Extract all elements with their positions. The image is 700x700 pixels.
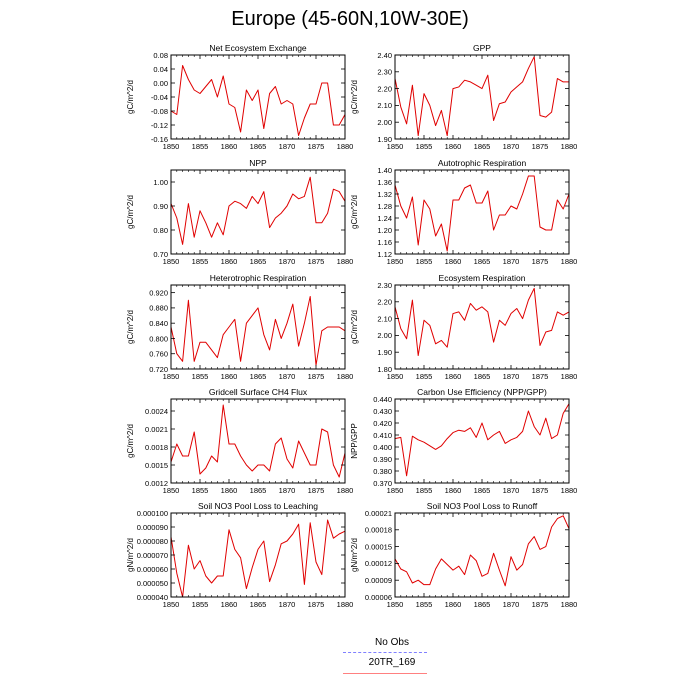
series-line [395,516,569,586]
y-tick-label: 0.000100 [136,508,168,518]
x-tick-label: 1855 [191,142,209,151]
y-tick-label: 1.28 [377,201,392,211]
plot-frame [395,513,569,597]
x-tick-label: 1875 [307,486,325,495]
y-tick-label: 0.80 [153,225,168,235]
y-tick-label: 1.32 [377,189,392,199]
x-tick-label: 1860 [220,372,238,381]
y-tick-label: 2.00 [377,118,392,127]
x-tick-label: 1865 [473,142,491,151]
y-tick-label: 0.0012 [145,478,168,488]
y-tick-label: 0.880 [149,303,168,313]
plot-frame [395,285,569,369]
chart-title: GPP [473,43,491,53]
series-line [171,296,345,365]
plot-frame [395,170,569,254]
y-tick-label: 0.00021 [364,508,392,518]
chart-panel-1 [350,43,577,151]
x-tick-label: 1860 [444,257,462,266]
y-axis-label: gC/m^2/d [350,195,359,229]
y-axis-label: gC/m^2/d [126,424,135,458]
x-tick-label: 1875 [307,257,325,266]
plot-frame [171,285,345,369]
legend-label-20tr-169: 20TR_169 [368,657,416,668]
x-tick-label: 1875 [307,142,325,151]
y-tick-label: -0.04 [150,92,168,102]
y-tick-label: 0.00 [153,78,168,88]
y-tick-label: 2.20 [377,297,392,307]
x-tick-label: 1850 [162,372,180,381]
y-tick-label: 0.00009 [364,576,392,585]
x-tick-label: 1880 [560,600,578,609]
x-tick-label: 1850 [386,142,404,151]
y-tick-label: 0.920 [149,288,168,298]
chart-panel-2 [126,158,353,266]
y-tick-label: 0.000070 [136,550,168,560]
y-tick-label: 0.70 [153,249,168,259]
y-axis-label: gC/m^2/d [350,310,359,344]
x-tick-label: 1850 [386,257,404,266]
y-tick-label: 0.800 [149,334,168,344]
x-tick-label: 1855 [415,257,433,266]
y-tick-label: 0.00012 [364,559,392,569]
page-title: Europe (45-60N,10W-30E) [231,8,469,30]
x-tick-label: 1860 [444,600,462,609]
y-tick-label: 0.410 [373,430,392,440]
x-tick-label: 1875 [531,486,549,495]
x-tick-label: 1865 [249,600,267,609]
x-tick-label: 1870 [502,372,520,381]
x-tick-label: 1865 [473,257,491,266]
x-tick-label: 1855 [415,142,433,151]
x-tick-label: 1850 [386,372,404,381]
x-tick-label: 1870 [278,486,296,495]
x-tick-label: 1860 [220,486,238,495]
y-tick-label: 2.10 [377,314,392,324]
x-tick-label: 1865 [249,372,267,381]
plot-frame [395,55,569,139]
x-tick-label: 1860 [220,257,238,266]
x-tick-label: 1850 [162,142,180,151]
x-tick-label: 1880 [560,257,578,266]
y-tick-label: 0.440 [373,394,392,404]
y-tick-label: 2.10 [377,101,392,111]
plot-frame [171,399,345,483]
y-tick-label: 2.20 [377,84,392,94]
series-line [171,66,345,136]
x-tick-label: 1860 [444,372,462,381]
y-axis-label: gC/m^2/d [126,310,135,344]
y-tick-label: 2.30 [377,280,392,290]
x-tick-label: 1880 [560,486,578,495]
x-tick-label: 1850 [386,486,404,495]
y-tick-label: 0.04 [153,64,168,74]
y-axis-label: NPP/GPP [350,423,359,459]
chart-title: Gridcell Surface CH4 Flux [208,387,308,397]
series-line [171,177,345,244]
y-tick-label: 1.20 [377,225,392,235]
y-tick-label: 2.40 [377,50,392,60]
y-tick-label: 0.000090 [136,522,168,532]
y-tick-label: 1.80 [377,364,392,374]
y-tick-label: 0.380 [373,466,392,476]
chart-title: Carbon Use Efficiency (NPP/GPP) [417,387,547,397]
x-tick-label: 1875 [531,257,549,266]
x-tick-label: 1865 [473,600,491,609]
chart-panel-3 [350,158,577,266]
y-tick-label: 0.760 [149,349,168,359]
legend-line-20tr-169 [343,673,427,674]
x-tick-label: 1870 [278,600,296,609]
y-tick-label: 0.000050 [136,578,168,588]
y-tick-label: 0.420 [373,418,392,428]
y-tick-label: 0.390 [373,454,392,464]
y-tick-label: -0.16 [150,134,168,144]
y-tick-label: 0.0015 [145,460,168,470]
chart-title: NPP [249,158,267,168]
legend-label-no-obs: No Obs [375,637,409,648]
y-tick-label: 1.36 [377,177,392,187]
x-tick-label: 1855 [191,257,209,266]
series-line [171,405,345,477]
x-tick-label: 1855 [191,372,209,381]
x-tick-label: 1880 [336,372,354,381]
chart-title: Net Ecosystem Exchange [209,43,307,53]
x-tick-label: 1870 [278,372,296,381]
series-line [395,288,569,355]
y-tick-label: 2.30 [377,67,392,77]
x-tick-label: 1880 [336,600,354,609]
y-axis-label: gN/m^2/d [126,538,135,572]
chart-panel-0 [126,43,353,151]
x-tick-label: 1865 [249,257,267,266]
y-tick-label: 0.370 [373,478,392,488]
x-tick-label: 1850 [386,600,404,609]
y-axis-label: gN/m^2/d [350,538,359,572]
y-tick-label: 0.400 [373,442,392,452]
x-tick-label: 1875 [531,600,549,609]
x-tick-label: 1855 [415,486,433,495]
y-tick-label: 1.00 [153,177,168,187]
x-tick-label: 1875 [307,600,325,609]
x-tick-label: 1865 [473,486,491,495]
x-tick-label: 1870 [502,486,520,495]
x-tick-label: 1880 [336,486,354,495]
chart-panel-9 [350,501,577,609]
x-tick-label: 1870 [278,142,296,151]
y-tick-label: 1.90 [377,134,392,144]
y-tick-label: 0.0024 [145,406,168,416]
y-axis-label: gC/m^2/d [126,80,135,114]
x-tick-label: 1870 [278,257,296,266]
x-tick-label: 1855 [415,600,433,609]
chart-panel-8 [126,501,353,609]
y-tick-label: 0.00018 [364,525,392,535]
x-tick-label: 1865 [473,372,491,381]
chart-title: Soil NO3 Pool Loss to Leaching [197,501,319,511]
y-tick-label: 0.000040 [136,592,168,602]
x-tick-label: 1870 [502,142,520,151]
x-tick-label: 1855 [191,600,209,609]
x-tick-label: 1860 [220,600,238,609]
y-tick-label: 0.0021 [145,424,168,434]
x-tick-label: 1865 [249,486,267,495]
chart-panel-7 [350,387,577,495]
y-axis-label: gC/m^2/d [350,80,359,114]
y-axis-label: gC/m^2/d [126,195,135,229]
x-tick-label: 1855 [191,486,209,495]
x-tick-label: 1875 [307,372,325,381]
plot-frame [171,170,345,254]
y-tick-label: 0.90 [153,201,168,211]
chart-panel-4 [126,273,353,381]
x-tick-label: 1880 [336,142,354,151]
y-tick-label: 0.840 [149,318,168,328]
y-tick-label: 0.000080 [136,536,168,546]
y-tick-label: -0.08 [150,106,168,116]
chart-title: Autotrophic Respiration [437,158,527,168]
x-tick-label: 1860 [444,486,462,495]
x-tick-label: 1875 [531,372,549,381]
chart-title: Ecosystem Respiration [438,273,526,283]
y-tick-label: 1.24 [377,213,392,223]
x-tick-label: 1850 [162,257,180,266]
series-line [395,176,569,251]
x-tick-label: 1870 [502,257,520,266]
y-tick-label: 0.430 [373,406,392,416]
plot-frame [171,513,345,597]
x-tick-label: 1860 [444,142,462,151]
y-tick-label: 0.000060 [136,564,168,574]
series-line [395,404,569,476]
x-tick-label: 1880 [336,257,354,266]
series-line [395,57,569,136]
x-tick-label: 1855 [415,372,433,381]
y-tick-label: 1.16 [377,237,392,247]
x-tick-label: 1880 [560,142,578,151]
y-tick-label: 0.00006 [364,592,392,602]
legend-line-no-obs [343,652,427,653]
y-tick-label: 0.720 [149,364,168,374]
chart-title: Soil NO3 Pool Loss to Runoff [426,501,538,511]
y-tick-label: 1.40 [377,165,392,175]
y-tick-label: 1.90 [377,348,392,357]
x-tick-label: 1850 [162,600,180,609]
x-tick-label: 1860 [220,142,238,151]
y-tick-label: 1.12 [377,249,392,259]
x-tick-label: 1870 [502,600,520,609]
y-tick-label: 2.00 [377,331,392,341]
x-tick-label: 1880 [560,372,578,381]
chart-panel-5 [350,273,577,381]
chart-panel-6 [126,387,353,495]
x-tick-label: 1865 [249,142,267,151]
y-tick-label: 0.08 [153,50,168,60]
series-line [171,520,345,597]
x-tick-label: 1850 [162,486,180,495]
chart-title: Heterotrophic Respiration [209,273,307,283]
x-tick-label: 1875 [531,142,549,151]
y-tick-label: 0.00015 [364,542,392,552]
y-tick-label: 0.0018 [145,442,168,452]
y-tick-label: -0.12 [150,120,168,130]
plot-frame [171,55,345,139]
